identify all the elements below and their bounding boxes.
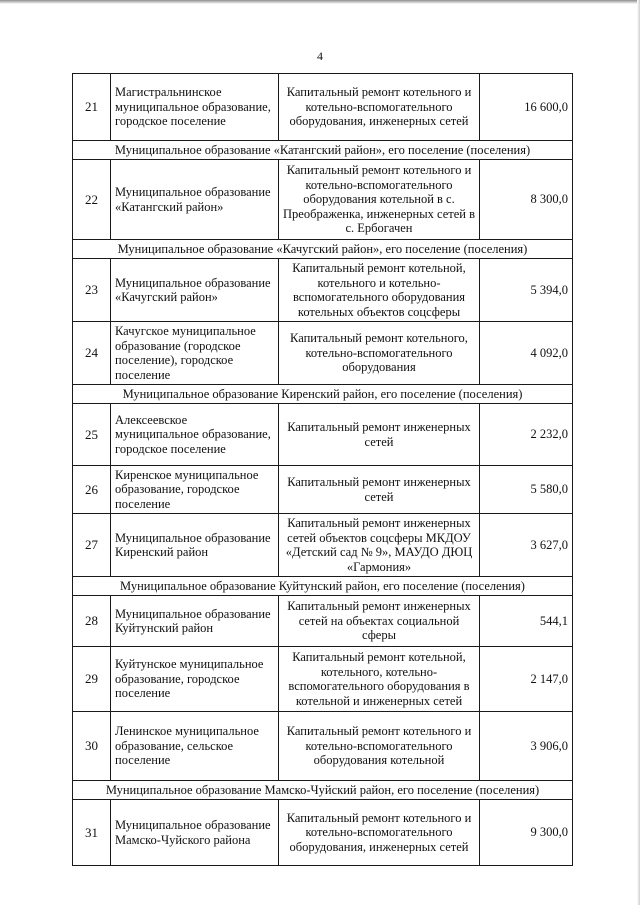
table-row [73, 404, 573, 466]
table-row [73, 160, 573, 240]
work-description: Капитальный ремонт котельного и котельно-вспомогательного оборудования котельной [279, 712, 480, 781]
amount-value: 544,1 [480, 596, 573, 647]
work-description: Капитальный ремонт инженерных сетей объектов соцсферы МКДОУ «Детский сад № 9», МАУДО ДЮЦ «Гармония» [279, 514, 480, 577]
program-table [72, 73, 573, 866]
row-number: 22 [73, 160, 111, 240]
section-title: Муниципальное образование Мамско-Чуйский район, его поселение (поселения) [73, 781, 573, 800]
table-row [73, 322, 573, 385]
row-number: 30 [73, 712, 111, 781]
table-row [73, 514, 573, 577]
section-title: Муниципальное образование «Катангский район», его поселение (поселения) [73, 141, 573, 160]
work-description: Капитальный ремонт инженерных сетей [279, 466, 480, 514]
section-row [73, 577, 573, 596]
amount-value: 2 147,0 [480, 647, 573, 712]
scan-edge-top [0, 0, 640, 4]
row-number: 27 [73, 514, 111, 577]
section-title: Муниципальное образование «Качугский район», его поселение (поселения) [73, 240, 573, 259]
page-number: 4 [317, 49, 323, 63]
amount-value: 9 300,0 [480, 800, 573, 866]
amount-value: 5 394,0 [480, 259, 573, 322]
section-title: Муниципальное образование Киренский район, его поселение (поселения) [73, 385, 573, 404]
table-row [73, 259, 573, 322]
work-description: Капитальный ремонт котельной, котельного и котельно-вспомогательного оборудования котельных объектов соцсферы [279, 259, 480, 322]
work-description: Капитальный ремонт котельной, котельного, котельно-вспомогательного оборудования в котельной и инженерных сетей [279, 647, 480, 712]
row-number: 31 [73, 800, 111, 866]
municipality-name: Муниципальное образование «Качугский район» [111, 259, 279, 322]
work-description: Капитальный ремонт котельного и котельно-вспомогательного оборудования котельной в с. Преображенка, инженерных сетей в с. Ербогачен [279, 160, 480, 240]
section-title: Муниципальное образование Куйтунский район, его поселение (поселения) [73, 577, 573, 596]
amount-value: 16 600,0 [480, 74, 573, 141]
row-number: 24 [73, 322, 111, 385]
table-row [73, 800, 573, 866]
amount-value: 4 092,0 [480, 322, 573, 385]
row-number: 28 [73, 596, 111, 647]
row-number: 29 [73, 647, 111, 712]
work-description: Капитальный ремонт инженерных сетей [279, 404, 480, 466]
municipality-name: Качугское муниципальное образование (городское поселение), городское поселение [111, 322, 279, 385]
municipality-name: Куйтунское муниципальное образование, городское поселение [111, 647, 279, 712]
table-row [73, 596, 573, 647]
amount-value: 5 580,0 [480, 466, 573, 514]
municipality-name: Ленинское муниципальное образование, сельское поселение [111, 712, 279, 781]
amount-value: 3 627,0 [480, 514, 573, 577]
row-number: 25 [73, 404, 111, 466]
table-row [73, 466, 573, 514]
municipality-name: Муниципальное образование «Катангский район» [111, 160, 279, 240]
table-row [73, 647, 573, 712]
row-number: 26 [73, 466, 111, 514]
section-row [73, 141, 573, 160]
row-number: 21 [73, 74, 111, 141]
municipality-name: Муниципальное образование Куйтунский район [111, 596, 279, 647]
amount-value: 2 232,0 [480, 404, 573, 466]
section-row [73, 385, 573, 404]
municipality-name: Алексеевское муниципальное образование, городское поселение [111, 404, 279, 466]
table-row [73, 74, 573, 141]
work-description: Капитальный ремонт инженерных сетей на объектах социальной сферы [279, 596, 480, 647]
row-number: 23 [73, 259, 111, 322]
municipality-name: Магистральнинское муниципальное образование, городское поселение [111, 74, 279, 141]
municipality-name: Муниципальное образование Мамско-Чуйского района [111, 800, 279, 866]
section-row [73, 240, 573, 259]
municipality-name: Муниципальное образование Киренский район [111, 514, 279, 577]
work-description: Капитальный ремонт котельного и котельно-вспомогательного оборудования, инженерных сетей [279, 74, 480, 141]
work-description: Капитальный ремонт котельного, котельно-вспомогательного оборудования [279, 322, 480, 385]
municipality-name: Киренское муниципальное образование, городское поселение [111, 466, 279, 514]
amount-value: 8 300,0 [480, 160, 573, 240]
amount-value: 3 906,0 [480, 712, 573, 781]
section-row [73, 781, 573, 800]
work-description: Капитальный ремонт котельного и котельно-вспомогательного оборудования, инженерных сетей [279, 800, 480, 866]
table-row [73, 712, 573, 781]
